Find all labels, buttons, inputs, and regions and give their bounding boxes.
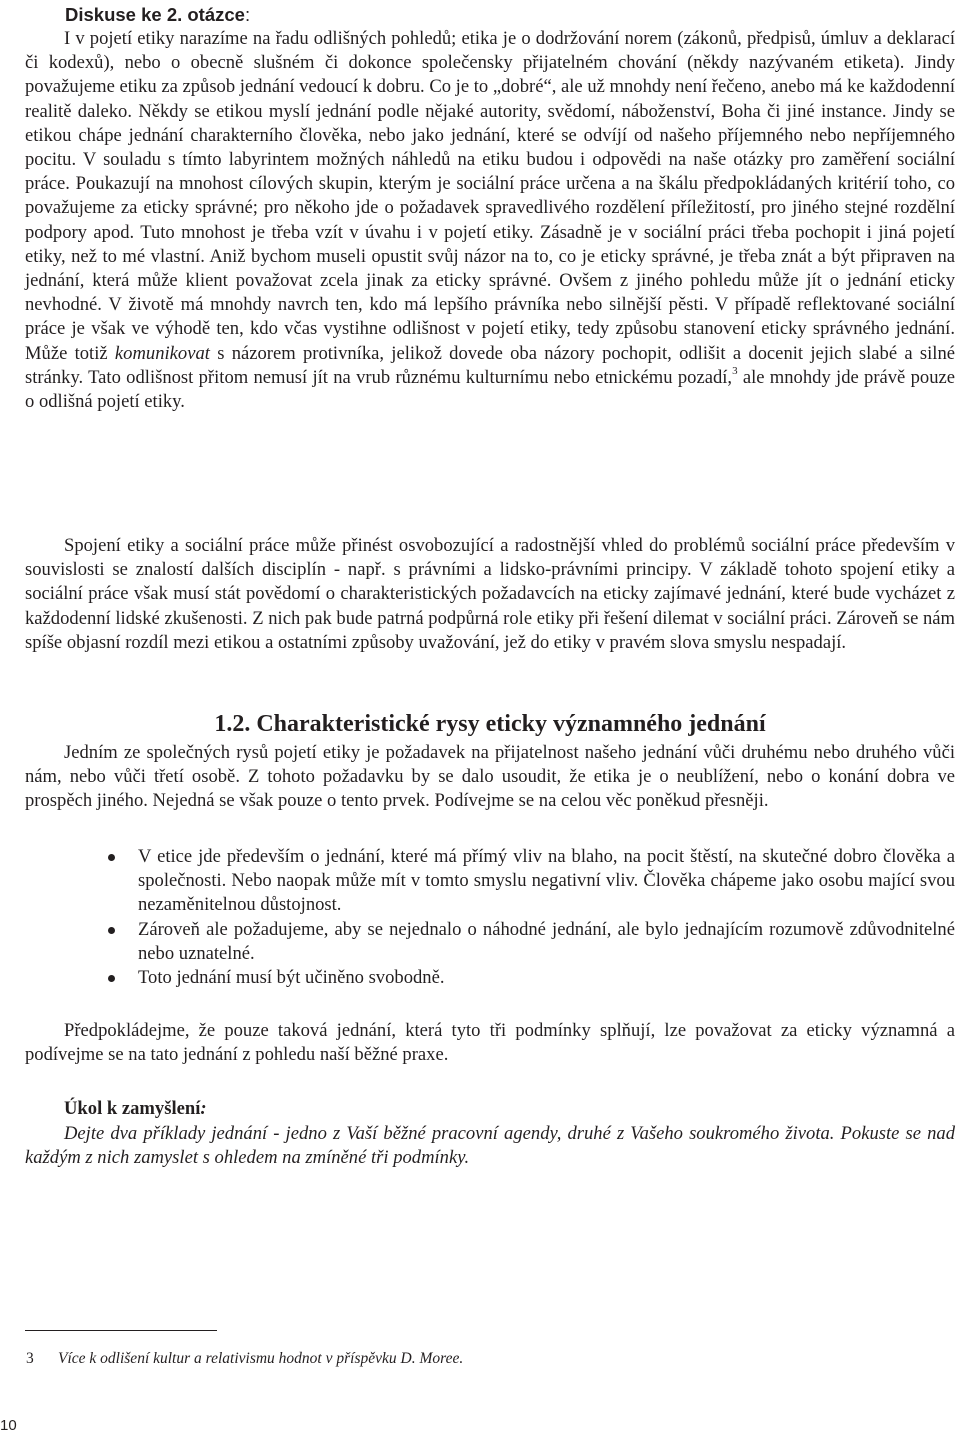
paragraph-ethics-views bbox=[25, 27, 955, 414]
section-intro: Jedním ze společných rysů pojetí etiky je požadavek na přijatelnost našeho jednání vůči druhému nebo druhého vůči nám, nebo vůči třetí osobě. Z tohoto požadavku by se dalo usoudit, že etika je o neublížení, nebo o konání dobra ve prospěch jiného. Nejedná se však pouze o tento prvek. Podívejme se na celou věc poněkud přesněji. bbox=[25, 742, 955, 812]
italic-word: komunikovat bbox=[114, 342, 210, 364]
list-item bbox=[25, 918, 955, 966]
paragraph-text: s názorem protivníka, jelikož dovede oba názory pochopit, odlišit a docenit jejich slabé a silné stránky. Tato odlišnost přitom nemusí jít na vrub různému kulturnímu nebo etnickému pozadí, bbox=[25, 342, 955, 388]
task-title-text: Úkol k zamyšlení bbox=[64, 1098, 201, 1119]
bullet-icon bbox=[108, 854, 115, 861]
footnote bbox=[26, 1349, 463, 1369]
footnote-number: 3 bbox=[26, 1350, 34, 1367]
task-text: Dejte dva příklady jednání - jedno z Vaší běžné pracovní agendy, druhé z Vašeho soukromého života. Pokuste se nad každým z nich zamyslet s ohledem na zmíněné tři podmínky. bbox=[25, 1123, 955, 1169]
footnote-divider bbox=[25, 1330, 217, 1331]
list-item-text: Zároveň ale požadujeme, aby se nejednalo o náhodné jednání, ale bylo jednajícím rozumově zdůvodnitelné nebo uznatelné. bbox=[138, 918, 955, 964]
discussion-heading bbox=[65, 3, 250, 27]
page-number: 10 bbox=[0, 1417, 17, 1434]
paragraph-text: I v pojetí etiky narazíme na řadu odlišných pohledů; etika je o dodržování norem (zákonů, předpisů, úmluv a deklarací či kodexů), nebo o obecně slušném či dokonce společensky přijatelném chování (někdy nazývaném etiketa). Jindy považujeme etiku za způsob jednání vedoucí k dobru. Co je to „dobré“, ale už mnohdy není řečeno, anebo má ke každodenní realitě daleko. Někdy se etikou myslí jednání podle nějaké autority, svědomí, náboženství, Boha či jiné instance. Jindy se etikou chápe jednání charakterního člověka, nebo jako jednání, které se odvíjí od našeho příjemného nebo nepříjemného pocitu. V souladu s tímto labyrintem možných náhledů na etiku budou i odpovědi na naše otázky pro zaměření sociální práce. Poukazují na mnohost cílových skupin, kterým je sociální práce určena a na škálu předpokládaných kritérií toho, co považujeme za eticky správné; pro někoho jde o požadavek spravedlivého rozdělení příležitostí, pro jiného stejné rozdělní podpory apod. Tuto mnohost je třeba vzít v úvahu i v pojetí etiky. Zásadně je v sociální práci třeba pochopit i jiná pojetí etiky, než to mé vlastní. Aniž bychom museli opustit svůj názor na to, co je eticky správné, je třeba znát a být připraven na jednání, která může klient považovat zcela jinak za eticky správné. Ovšem z jiného pohledu může jít o jednání eticky nevhodné. V životě má mnohdy navrch ten, kdo má lepšího právníka nebo silnější pěsti. V případě reflektované sociální práce je však ve výhodě ten, kdo včas vystihne odlišnost v pojetí etiky, tedy způsobu stanovení eticky správného jednání. Může totiž bbox=[25, 28, 955, 364]
footnote-reference[interactable]: 3 bbox=[732, 364, 738, 377]
footnote-text: Více k odlišení kultur a relativismu hodnot v příspěvku D. Moree. bbox=[58, 1350, 464, 1367]
list-item-text: Toto jednání musí být učiněno svobodně. bbox=[138, 967, 445, 989]
bullet-icon bbox=[108, 975, 115, 982]
section-conclusion: Předpokládejme, že pouze taková jednání, která tyto tři podmínky splňují, lze považovat za eticky významná a podívejme se na tato jednání z pohledu naší běžné praxe. bbox=[25, 1020, 955, 1066]
paragraph-ethics-social-work: Spojení etiky a sociální práce může přinést osvobozující a radostnější vhled do problémů sociální práce především v souvislosti se znalostí dalších disciplín - např. s právními a lidsko-právními principy. V základě tohoto spojení etiky a sociální práce však musí stát povědomí o charakteristických požadavcích na eticky zajímavé jednání, které bude vycházet z každodenní lidské zkušenosti. Z nich pak bude patrná podpůrná role etiky při řešení dilemat v sociální práci. Zároveň se nám spíše objasní rozdíl mezi etikou a ostatními způsoby uvažování, jež do etiky v pravém slova smyslu nespadají. bbox=[25, 535, 955, 653]
discussion-colon: : bbox=[244, 4, 251, 25]
task-title bbox=[64, 1097, 207, 1121]
paragraph-text: ale mnohdy jde právě pouze o odlišná pojetí etiky. bbox=[25, 366, 955, 413]
list-item bbox=[25, 845, 955, 918]
list-item bbox=[25, 966, 955, 990]
list-item-text: V etice jde především o jednání, které má přímý vliv na blaho, na pocit štěstí, na skutečné dobro člověka a společnosti. Nebo naopak může mít v tomto smyslu negativní vliv. Člověka chápeme jako osobu mající svou nezaměnitelnou důstojnost. bbox=[138, 846, 955, 916]
conditions-list bbox=[25, 845, 955, 990]
bullet-icon bbox=[108, 927, 115, 934]
task-title-colon: : bbox=[200, 1098, 207, 1119]
discussion-title: Diskuse ke 2. otázce bbox=[65, 4, 245, 25]
section-heading: 1.2. Charakteristické rysy eticky významného jednání bbox=[214, 711, 766, 737]
